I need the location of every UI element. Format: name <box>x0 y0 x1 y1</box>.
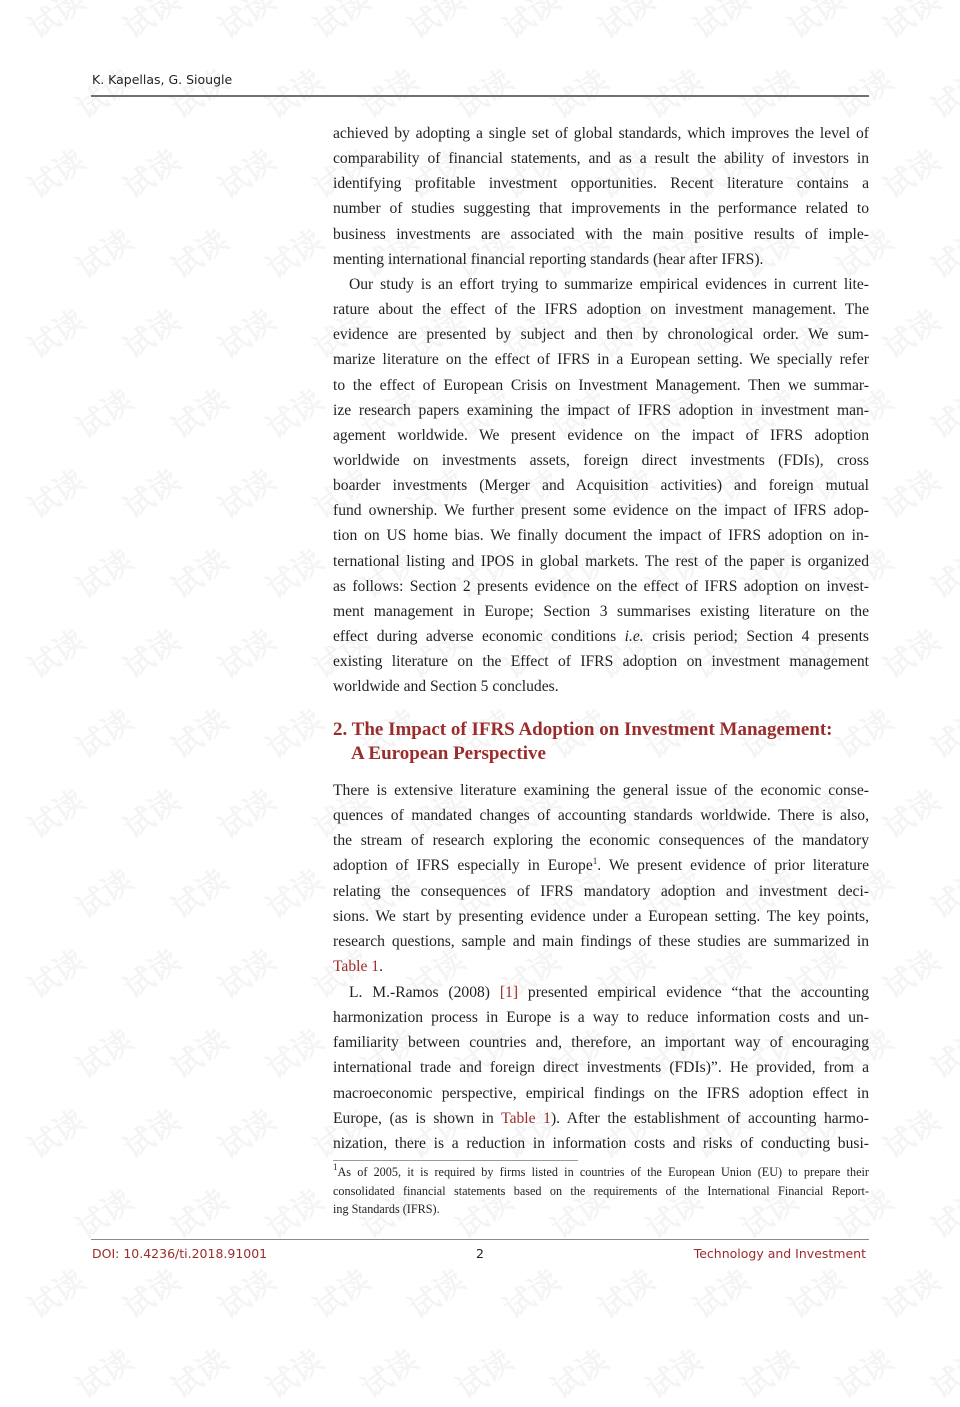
footer-rule <box>91 1239 869 1240</box>
text-line: sions. We start by presenting evidence under a European setting. The key points, <box>333 907 869 925</box>
footnote-line <box>333 1163 869 1182</box>
text-line <box>333 853 869 878</box>
text-line: menting international financial reporting standards (hear after IFRS). <box>333 250 764 268</box>
paragraph-ramos <box>333 980 869 1156</box>
text-line: identifying profitable investment opportunities. Recent literature contains a <box>333 175 869 193</box>
citation-1-link[interactable]: [1] <box>499 984 519 1001</box>
text-line: evidence are presented by subject and then by chronological order. We sum- <box>333 326 869 344</box>
table-1-link[interactable]: Table 1 <box>333 957 380 975</box>
text-line: international trade and foreign direct investments (FDIs)”. He provided, from a <box>333 1059 869 1077</box>
text-span: . <box>379 957 384 975</box>
text-line: ternational listing and IPOS in global markets. The rest of the paper is organized <box>333 552 869 570</box>
italic-abbrev: i.e. <box>624 627 644 645</box>
text-span: crisis period; Section 4 presents <box>643 627 869 645</box>
text-line: worldwide and Section 5 concludes. <box>333 678 559 696</box>
section-title-line-2: A European Perspective <box>351 743 546 764</box>
text-line: relating the consequences of IFRS mandatory adoption and investment deci- <box>333 882 869 900</box>
text-line: ment management in Europe; Section 3 summarises existing literature on the <box>333 602 869 620</box>
footnote-mark: 1 <box>333 1162 338 1172</box>
text-line: harmonization process in Europe is a way to reduce information costs and un- <box>333 1009 869 1027</box>
text-line: achieved by adopting a single set of global standards, which improves the level of <box>333 125 869 142</box>
text-line: There is extensive literature examining the general issue of the economic conse- <box>333 782 869 799</box>
text-line: nization, there is a reduction in information costs and risks of conducting busi- <box>333 1134 869 1152</box>
section-heading <box>333 718 893 766</box>
text-line: ize research papers examining the impact of IFRS adoption in investment man- <box>333 401 869 419</box>
text-line: agement worldwide. We present evidence on the impact of IFRS adoption <box>333 426 869 444</box>
footnote <box>333 1163 869 1219</box>
text-line: Our study is an effort trying to summarize empirical evidences in current lite- <box>349 276 869 293</box>
text-line: to the effect of European Crisis on Investment Management. Then we summar- <box>333 376 869 394</box>
text-span: ). After the establishment of accounting harmo- <box>550 1109 869 1127</box>
page-number: 2 <box>476 1246 484 1261</box>
text-span: presented empirical evidence “that the accounting <box>518 984 870 1001</box>
text-line: quences of mandated changes of accounting standards worldwide. There is also, <box>333 807 869 825</box>
footnote-line: consolidated financial statements based on the requirements of the International Financial Report- <box>333 1183 869 1198</box>
text-line: comparability of financial statements, and as a result the ability of investors in <box>333 150 869 168</box>
text-line <box>333 954 869 979</box>
text-span: adoption of IFRS especially in Europe <box>333 857 593 875</box>
section-title-line-1: 2. The Impact of IFRS Adoption on Investment Management: <box>333 719 833 740</box>
text-line: familiarity between countries and, therefore, an important way of encouraging <box>333 1034 869 1052</box>
footnote-line: ing Standards (IFRS). <box>333 1202 440 1216</box>
paragraph-intro-continued <box>333 121 869 272</box>
text-span: . We present evidence of prior literature <box>597 857 869 875</box>
text-line <box>333 980 869 1005</box>
paragraph-extensive-literature <box>333 778 869 979</box>
text-span: Europe, (as is shown in <box>333 1109 502 1127</box>
header-rule <box>91 95 869 97</box>
doi-link[interactable]: DOI: 10.4236/ti.2018.91001 <box>92 1246 268 1261</box>
text-span: effect during adverse economic conditions <box>333 627 625 645</box>
footnote-rule <box>333 1160 578 1161</box>
text-line: research questions, sample and main findings of these studies are summarized in <box>333 932 869 950</box>
text-line: tion on US home bias. We finally document the impact of IFRS adoption on in- <box>333 527 869 545</box>
text-line <box>333 1106 869 1131</box>
text-line: boarder investments (Merger and Acquisition activities) and foreign mutual <box>333 477 869 495</box>
text-line: existing literature on the Effect of IFRS adoption on investment management <box>333 653 869 671</box>
table-1-link[interactable]: Table 1 <box>501 1109 551 1127</box>
journal-name: Technology and Investment <box>693 1246 866 1261</box>
text-line: worldwide on investments assets, foreign direct investments (FDIs), cross <box>333 451 869 469</box>
text-line: marize literature on the effect of IFRS in a European setting. We specially refer <box>333 351 869 369</box>
text-line: business investments are associated with the main positive results of imple- <box>333 225 869 243</box>
text-line <box>333 624 869 649</box>
text-line: number of studies suggesting that improvements in the performance related to <box>333 200 869 218</box>
text-line: the stream of research exploring the economic consequences of the mandatory <box>333 832 869 850</box>
paragraph-study-outline <box>333 272 869 699</box>
text-span: L. M.-Ramos (2008) <box>349 984 500 1001</box>
text-line: as follows: Section 2 presents evidence on the effect of IFRS adoption on invest- <box>333 577 869 595</box>
running-head-authors: K. Kapellas, G. Siougle <box>92 72 233 87</box>
text-line: fund ownership. We further present some evidence on the impact of IFRS adop- <box>333 502 869 520</box>
footnote-marker-link[interactable]: 1 <box>592 856 598 867</box>
text-line: macroeconomic perspective, empirical findings on the IFRS adoption effect in <box>333 1084 869 1102</box>
text-line: rature about the effect of the IFRS adoption on investment management. The <box>333 301 869 319</box>
text-span: As of 2005, it is required by firms listed in countries of the European Union (EU) to prepare their <box>337 1165 869 1179</box>
